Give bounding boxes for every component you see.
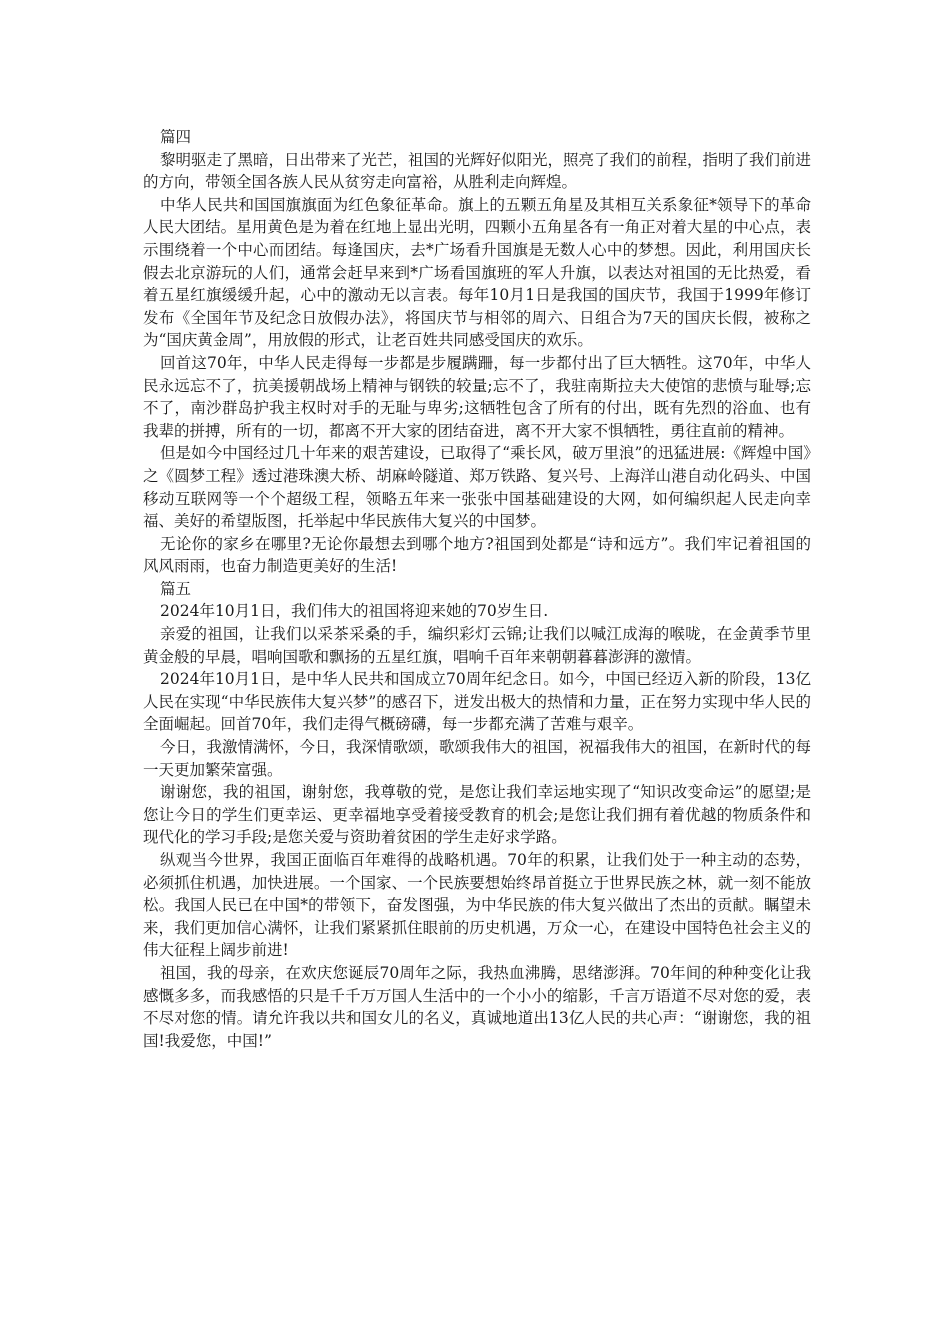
paragraph: 纵观当今世界，我国正面临百年难得的战略机遇。70年的积累，让我们处于一种主动的态势，必须抓住机遇，加快进展。一个国家、一个民族要想始终昂首挺立于世界民族之林，就一刻不能放松。我国人民已在中国*的带领下，奋发图强，为中华民族的伟大复兴做出了杰出的贡献。瞩望未来，我们更加信心满怀，让我们紧紧抓住眼前的历史机遇，万众一心，在建设中国特色社会主义的伟大征程上阔步前进!: [143, 851, 811, 960]
document-body: [143, 126, 811, 1052]
paragraph: 无论你的家乡在哪里?无论你最想去到哪个地方?祖国到处都是“诗和远方”。我们牢记着祖国的风风雨雨，也奋力制造更美好的生活!: [143, 534, 811, 576]
paragraph: 今日，我激情满怀，今日，我深情歌颂，歌颂我伟大的祖国，祝福我伟大的祖国，在新时代的每一天更加繁荣富强。: [143, 738, 812, 779]
paragraph: 2024年10月1日，我们伟大的祖国将迎来她的70岁生日.: [160, 602, 549, 621]
paragraph: 亲爱的祖国，让我们以采茶采桑的手，编织彩灯云锦;让我们以喊江成海的喉咙，在金黄季节里黄金般的早晨，唱响国歌和飘扬的五星红旗，唱响千百年来朝朝暮暮澎湃的激情。: [143, 625, 811, 666]
paragraph: 谢谢您，我的祖国，谢射您，我尊敬的党，是您让我们幸运地实现了“知识改变命运”的愿望;是您让今日的学生们更幸运、更幸福地享受着接受教育的机会;是您让我们拥有着优越的物质条件和现代化的学习手段;是您关爱与资助着贫困的学生走好求学路。: [143, 783, 811, 847]
paragraph: 回首这70年，中华人民走得每一步都是步履蹒跚，每一步都付出了巨大牺牲。这70年，中华人民永远忘不了，抗美援朝战场上精神与钢铁的较量;忘不了，我驻南斯拉夫大使馆的悲愤与耻辱;忘不了，南沙群岛护我主权时对手的无耻与卑劣;这牺牲包含了所有的付出，既有先烈的浴血、也有我辈的拼搏，所有的一切，都离不开大家的团结奋进，离不开大家不惧牺牲，勇往直前的精神。: [143, 353, 811, 440]
paragraph: 中华人民共和国国旗旗面为红色象征革命。旗上的五颗五角星及其相互关系象征*领导下的革命人民大团结。星用黄色是为着在红地上显出光明，四颗小五角星各有一角正对着大星的中心点，表示围绕着一个中心而团结。每逢国庆，去*广场看升国旗是无数人心中的梦想。因此，利用国庆长假去北京游玩的人们，通常会赶早来到*广场看国旗班的军人升旗，以表达对祖国的无比热爱，看着五星红旗缓缓升起，心中的激动无以言表。每年10月1日是我国的国庆节，我国于1999年修订发布《全国年节及纪念日放假办法》，将国庆节与相邻的周六、日组合为7天的国庆长假，被称之为“国庆黄金周”，用放假的形式，让老百姓共同感受国庆的欢乐。: [143, 195, 811, 350]
paragraph: 2024年10月1日，是中华人民共和国成立70周年纪念日。如今，中国已经迈入新的阶段，13亿人民在实现“中华民族伟大复兴梦”的感召下，迸发出极大的热情和力量，正在努力实现中华人民的全面崛起。回首70年，我们走得气概磅礴，每一步都充满了苦难与艰辛。: [143, 670, 811, 734]
section-heading-4: 篇四: [160, 128, 192, 146]
paragraph: 黎明驱走了黑暗，日出带来了光芒，祖国的光辉好似阳光，照亮了我们的前程，指明了我们前进的方向，带领全国各族人民从贫穷走向富裕，从胜利走向辉煌。: [143, 150, 812, 192]
paragraph: 但是如今中国经过几十年来的艰苦建设，已取得了“乘长风，破万里浪”的迅猛进展:《辉煌中国》之《圆梦工程》透过港珠澳大桥、胡麻岭隧道、郑万铁路、复兴号、上海洋山港自动化码头、中国移动互联网等一个个超级工程，领略五年来一张张中国基础建设的大网，如何编织起人民走向幸福、美好的希望版图，托举起中华民族伟大复兴的中国梦。: [143, 444, 811, 531]
paragraph: 祖国，我的母亲，在欢庆您诞辰70周年之际，我热血沸腾，思绪澎湃。70年间的种种变化让我感慨多多，而我感悟的只是千千万万国人生活中的一个小小的缩影，千言万语道不尽对您的爱，表不尽对您的情。请允许我以共和国女儿的名义，真诚地道出13亿人民的共心声：“谢谢您，我的祖国!我爱您，中国!”: [143, 963, 811, 1050]
section-heading-5: 篇五: [160, 579, 192, 598]
